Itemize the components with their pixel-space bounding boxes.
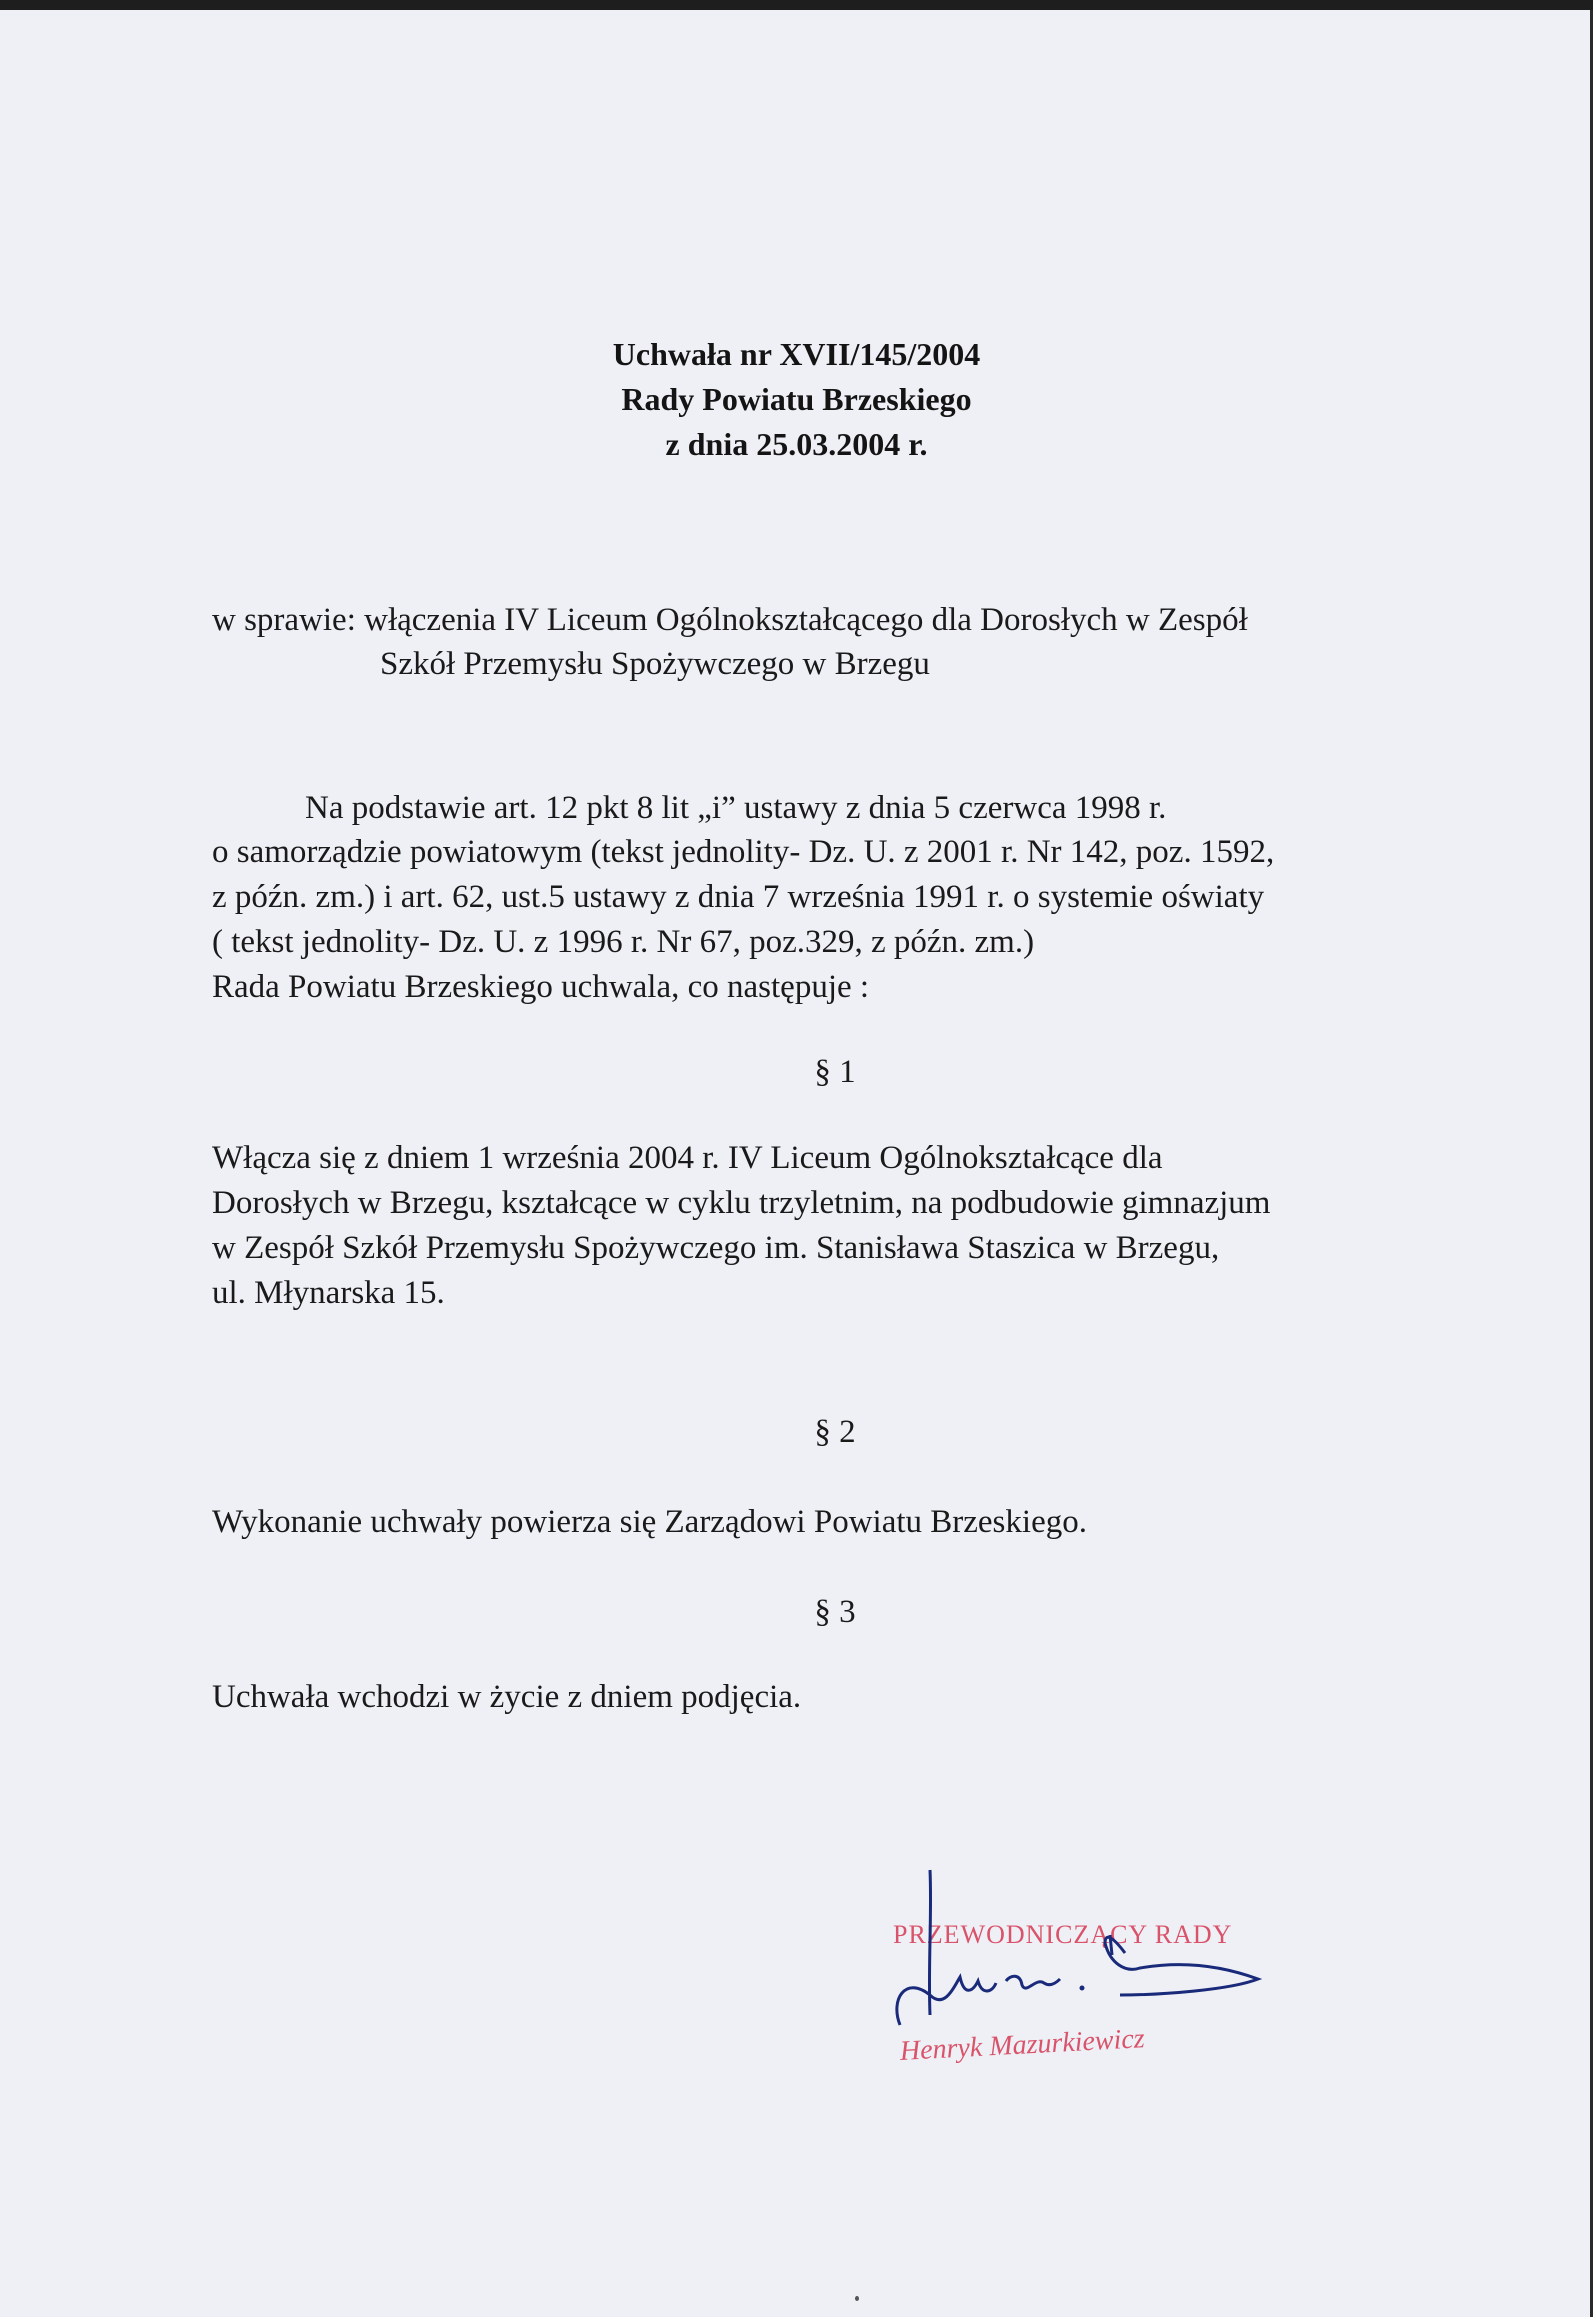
basis-line-5: Rada Powiatu Brzeskiego uchwala, co następuje :	[212, 969, 870, 1005]
basis-line-4: ( tekst jednolity- Dz. U. z 1996 r. Nr 67, poz.329, z późn. zm.)	[212, 924, 1035, 960]
section-1-line-3: w Zespół Szkół Przemysłu Spożywczego im. Stanisława Staszica w Brzegu,	[212, 1230, 1220, 1266]
section-1-line-2: Dorosłych w Brzegu, kształcące w cyklu trzyletnim, na podbudowie gimnazjum	[212, 1185, 1271, 1221]
stamp-title: PRZEWODNICZĄCY RADY	[893, 1920, 1233, 1949]
section-1-line-1: Włącza się z dniem 1 września 2004 r. IV Liceum Ogólnokształcące dla	[212, 1140, 1163, 1176]
scan-speck	[855, 2296, 859, 2301]
resolution-authority: Rady Powiatu Brzeskiego	[621, 381, 972, 417]
section-2-line-1: Wykonanie uchwały powierza się Zarządowi Powiatu Brzeskiego.	[212, 1504, 1087, 1540]
subject-line-2: Szkół Przemysłu Spożywczego w Brzegu	[380, 646, 930, 682]
scan-top-edge	[0, 0, 1593, 10]
subject-line-1: w sprawie: włączenia IV Liceum Ogólnokształcącego dla Dorosłych w Zespół	[212, 602, 1248, 638]
section-1-line-4: ul. Młynarska 15.	[212, 1275, 445, 1311]
section-3-line-1: Uchwała wchodzi w życie z dniem podjęcia.	[212, 1679, 802, 1715]
resolution-number: Uchwała nr XVII/145/2004	[612, 336, 981, 372]
resolution-date: z dnia 25.03.2004 r.	[665, 426, 928, 462]
basis-line-1: Na podstawie art. 12 pkt 8 lit „i” ustawy z dnia 5 czerwca 1998 r.	[305, 790, 1167, 826]
stamp-name: Henryk Mazurkiewicz	[899, 2023, 1146, 2067]
document-page	[0, 10, 1593, 2317]
basis-line-3: z późn. zm.) i art. 62, ust.5 ustawy z dnia 7 września 1991 r. o systemie oświaty	[212, 879, 1265, 915]
basis-line-2: o samorządzie powiatowym (tekst jednolity- Dz. U. z 2001 r. Nr 142, poz. 1592,	[212, 834, 1275, 870]
section-2-heading: § 2	[814, 1414, 856, 1450]
section-3-heading: § 3	[814, 1594, 856, 1630]
section-1-heading: § 1	[814, 1054, 856, 1090]
